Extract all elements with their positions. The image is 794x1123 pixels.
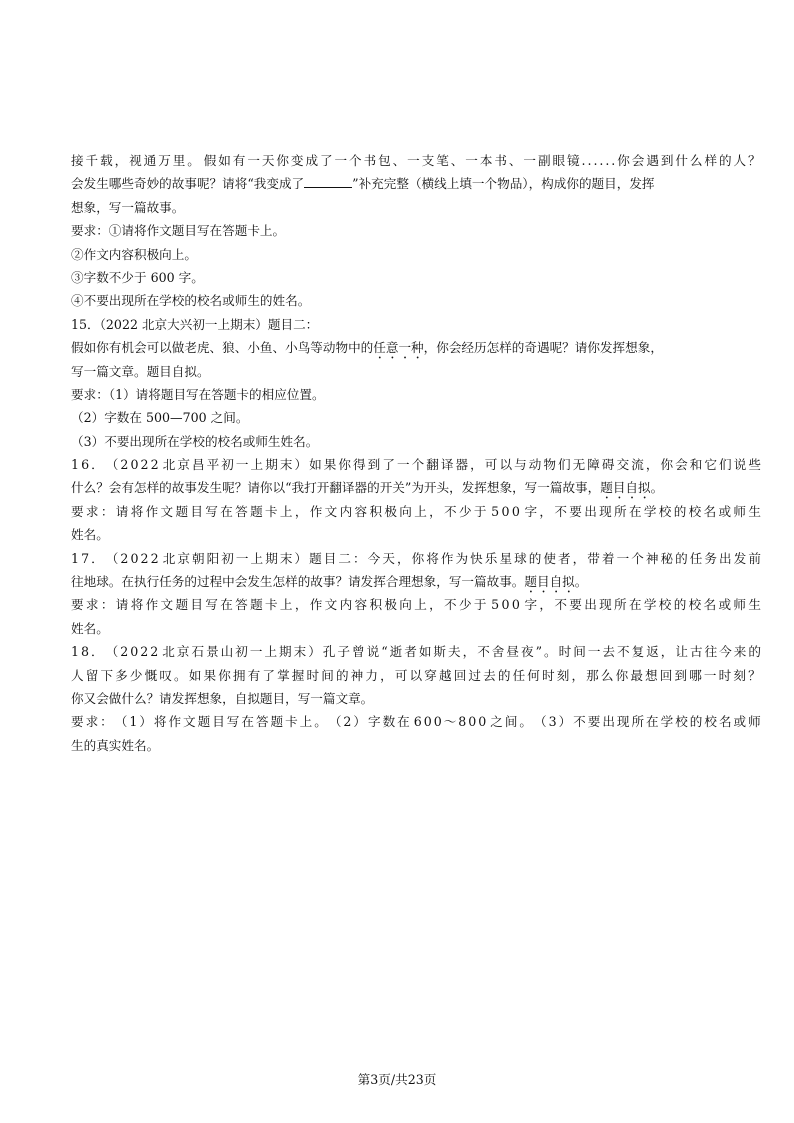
text-line: 要 求 ： 请 将 作 文 题 目 写 在 答 题 卡 上 ， 作 文 内 容 积 极 向 上 ， 不 少 于 5 0 0 字 ， 不 要 出 现 所 在 学 校 的 校 名 或 师 生 [71,597,761,613]
text-line: 人 留 下 多 少 慨 叹 。 如 果 你 拥 有 了 掌 握 时 间 的 神 力 ， 可 以 穿 越 回 过 去 的 任 何 时 刻 ， 那 么 你 最 想 回 到 哪 一 时 刻 ？ [71,667,761,683]
text-segment: 。 [650,480,664,496]
text-line [71,336,761,359]
text-line: 1 7 ． （ 2 0 2 2 北 京 朝 阳 初 一 上 期 末 ） 题 目 二 ： 今 天 ， 你 将 作 为 快 乐 星 球 的 使 者 ， 带 着 一 个 神 秘 的 任 务 出 发 前 [71,550,761,566]
text-line: 要求：（1）请将题目写在答题卡的相应位置。 [71,386,325,402]
text-line [71,570,761,593]
text-segment: 假如你有机会可以做老虎、狼、小鱼、小鸟等动物中的 [71,340,374,356]
text-line: 接 千 载 ， 视 通 万 里 。 假 如 有 一 天 你 变 成 了 一 个 书 包 、 一 支 笔 、 一 本 书 、 一 副 眼 镜 . . . . . . 你 会 遇 到 什 么 样 的 人 ？ [71,153,761,168]
text-line: 要 求 ： （ 1 ） 将 作 文 题 目 写 在 答 题 卡 上 。 （ 2 ） 字 数 在 6 0 0 ～ 8 0 0 之 间 。 （ 3 ） 不 要 出 现 所 在 学 校 的 校 名 或 师 [71,714,761,730]
document-body [71,149,761,757]
text-segment: 会发生哪些奇妙的故事呢？请将“我变成了 [71,176,305,192]
text-line: 你又会做什么？请发挥想象，自拟题目，写一篇文章。 [71,690,374,706]
text-segment: ，你会经历怎样的奇遇呢？请你发挥想象， [423,340,663,356]
text-segment: 。 [574,574,588,590]
text-segment: ”补充完整（横线上填一个物品），构成你的题目，发挥 [352,176,655,192]
text-line: 姓名。 [71,620,109,636]
emphasized-text: 题目自拟 [600,480,651,496]
text-line: ②作文内容积极向上。 [71,246,197,262]
text-line: （2）字数在 500—700 之间。 [71,410,249,426]
text-line: ③字数不少于 600 字。 [71,269,204,285]
text-line: 姓名。 [71,527,109,543]
text-segment: 什么？会有怎样的故事发生呢？请你以“我打开翻译器的开关”为开头，发挥想象，写一篇故事， [71,480,601,496]
text-line: 生的真实姓名。 [71,737,160,753]
text-line [71,476,761,499]
text-line: 1 6 ． （ 2 0 2 2 北 京 昌 平 初 一 上 期 末 ） 如 果 你 得 到 了 一 个 翻 译 器 ， 可 以 与 动 物 们 无 障 碍 交 流 ， 你 会 和 它 们 说 些 [71,457,761,473]
text-line: 要 求 ： 请 将 作 文 题 目 写 在 答 题 卡 上 ， 作 文 内 容 积 极 向 上 ， 不 少 于 5 0 0 字 ， 不 要 出 现 所 在 学 校 的 校 名 或 师 生 [71,503,761,519]
text-line: 写一篇文章。题目自拟。 [71,363,210,379]
text-segment: 往地球。在执行任务的过程中会发生怎样的故事？请发挥合理想象，写一篇故事。 [71,574,525,590]
emphasized-text: 题目自拟 [524,574,575,590]
text-line: ④不要出现所在学校的校名或师生的姓名。 [71,293,311,309]
emphasized-text: 任意一种 [373,340,424,356]
text-line: 15．（2022 北京大兴初一上期末）题目二： [71,316,319,332]
fill-in-blank [304,175,352,188]
page-footer: 第3页/共23页 [357,1072,437,1087]
text-line: 想象，写一篇故事。 [71,199,185,215]
text-line [71,172,761,195]
text-line: 要求：①请将作文题目写在答题卡上。 [71,223,286,239]
text-line: 1 8 ． （ 2 0 2 2 北 京 石 景 山 初 一 上 期 末 ） 孔 子 曾 说 “ 逝 者 如 斯 夫 ， 不 舍 昼 夜 ” 。 时 间 一 去 不 复 返 ， 让 古 往 今 来 的 [71,644,761,660]
text-line: （3）不要出现所在学校的校名或师生姓名。 [71,433,319,449]
